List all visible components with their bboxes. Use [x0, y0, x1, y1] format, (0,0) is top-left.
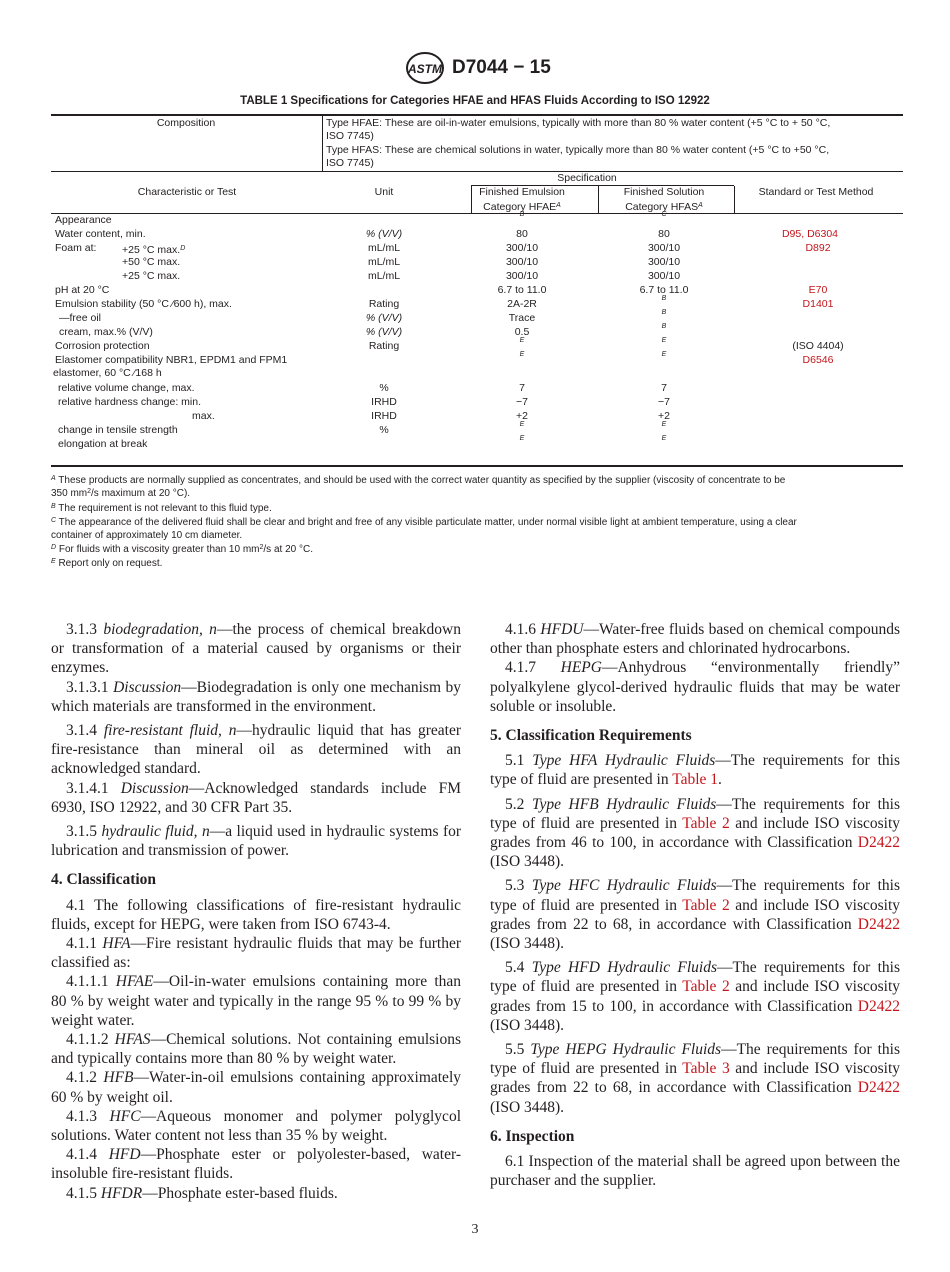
row-foam25b-hfae: 300/10 [505, 270, 539, 282]
row-tensile-hfas: E [661, 421, 667, 428]
paragraph-3-1-4-1: 3.1.4.1 Discussion—Acknowledged standards include FM 6930, ISO 12922, and 30 CFR Part 35. [51, 779, 461, 816]
row-freeoil-hfas: B [661, 309, 667, 316]
row-cream-label: cream, max.% (V/V) [59, 326, 153, 338]
row-foam50-label: +50 °C max. [122, 256, 181, 268]
table-title: TABLE 1 Specifications for Categories HFAE and HFAS Fluids According to ISO 12922 [240, 95, 710, 107]
row-cream-unit: % (V/V) [365, 326, 403, 338]
row-cream-hfas: B [661, 323, 667, 330]
row-hardness-min-hfae: −7 [516, 396, 528, 408]
row-foam50-hfas: 300/10 [647, 256, 681, 268]
table-rule-composition [51, 171, 903, 172]
right-column [490, 620, 900, 1190]
row-cream-hfae: 0.5 [514, 326, 530, 338]
row-ph-hfas: 6.7 to 11.0 [639, 284, 689, 296]
footnote-c: $^C$ The appearance of the delivered fluid shall be clear and bright and free of any visible particulate matter, under normal visible light at ambient temperature, using a clear container of approximately 10 cm diameter. [51, 517, 797, 541]
row-hardness-max-label: max. [192, 410, 215, 422]
paragraph-5-1: 5.1 Type HFA Hydraulic Fluids—The requirements for this type of fluid are presented in Table 1. [490, 752, 900, 789]
table-rule-header [51, 213, 903, 214]
header-unit: Unit [374, 186, 394, 198]
paragraph-4-1-2: 4.1.2 HFB—Water-in-oil emulsions containing approximately 60 % by weight oil. [51, 1069, 461, 1106]
composition-label: Composition [156, 117, 216, 129]
table-3-link[interactable]: Table 3 [682, 1060, 730, 1078]
row-water-label: Water content, min. [55, 228, 146, 240]
row-hardness-min-unit: IRHD [371, 396, 397, 408]
table-2-link[interactable]: Table 2 [682, 814, 730, 832]
row-elongation-hfae: E [519, 435, 525, 442]
paragraph-6-1: 6.1 Inspection of the material shall be agreed upon between the purchaser and the supplier. [490, 1153, 900, 1190]
astm-logo [405, 50, 445, 86]
row-water-method-link[interactable]: D95, D6304 [781, 228, 839, 240]
row-tensile-hfae: E [519, 421, 525, 428]
header-test-method: Standard or Test Method [758, 186, 874, 198]
row-foam25-hfae: 300/10 [505, 242, 539, 254]
table-top-rule [51, 114, 903, 116]
paragraph-5-5: 5.5 Type HEPG Hydraulic Fluids—The requirements for this type of fluid are presented in Table 3 and include ISO viscosity grades from 22 to 68, in accordance with Classification D2422 (ISO 3448). [490, 1041, 901, 1116]
header-finished-emulsion: Finished Emulsion Category HFAE$^A$ [479, 186, 565, 213]
astm-logo-icon [405, 50, 445, 86]
row-emulsion-label: Emulsion stability (50 °C ⁄600 h), max. [55, 298, 232, 310]
row-tensile-unit: % [379, 424, 389, 436]
row-ph-label: pH at 20 °C [55, 284, 110, 296]
row-water-unit: % (V/V) [365, 228, 403, 240]
page-number: 3 [471, 1222, 479, 1237]
row-elastomer-hfas: E [661, 351, 667, 358]
row-corrosion-unit: Rating [368, 340, 400, 352]
footnote-b: $^B$ The requirement is not relevant to this fluid type. [51, 503, 272, 514]
row-emulsion-method-link[interactable]: D1401 [802, 298, 834, 310]
row-water-hfae: 80 [516, 228, 528, 240]
section-4-heading: 4. Classification [51, 871, 157, 889]
composition-hfas: Type HFAS: These are chemical solutions in water, typically more than 80 % water content (+5 °C to +50 °C, ISO 7745) [326, 144, 830, 169]
row-appearance-label: Appearance [55, 214, 112, 226]
row-volume-unit: % [379, 382, 389, 394]
row-foam25b-hfas: 300/10 [647, 270, 681, 282]
row-foam-label: Foam at: [55, 242, 97, 254]
row-hardness-min-hfas: −7 [658, 396, 670, 408]
paragraph-5-3: 5.3 Type HFC Hydraulic Fluids—The requirements for this type of fluid are presented in Table 2 and include ISO viscosity grades from 22 to 68, in accordance with Classification D2422 (ISO 3448). [490, 877, 901, 953]
d2422-link[interactable]: D2422 [857, 997, 900, 1015]
row-freeoil-hfae: Trace [508, 312, 536, 324]
paragraph-4-1: 4.1 The following classifications of fire-resistant hydraulic fluids, except for HEPG, were taken from ISO 6743-4. [51, 896, 461, 933]
row-foam25-label: +25 °C max.$^D$ [122, 244, 186, 256]
paragraph-3-1-5: 3.1.5 hydraulic fluid, n—a liquid used in hydraulic systems for lubrication and transmission of power. [51, 823, 462, 860]
row-hardness-min-label: relative hardness change: min. [58, 396, 201, 408]
footnote-e: $^E$ Report only on request. [51, 558, 163, 569]
row-elongation-label: elongation at break [58, 438, 148, 450]
row-elastomer-method-link[interactable]: D6546 [802, 354, 834, 366]
row-appearance-hfae: B [519, 211, 525, 218]
row-foam25b-label: +25 °C max. [122, 270, 181, 282]
row-emulsion-unit: Rating [368, 298, 400, 310]
footnote-d: $^D$ For fluids with a viscosity greater than 10 $mm^2/s$ at 20 °C. [51, 544, 313, 555]
section-6-heading: 6. Inspection [490, 1127, 575, 1145]
designation: D7044 − 15 [452, 57, 551, 78]
paragraph-4-1-4: 4.1.4 HFD—Phosphate ester or polyolester-based, water-insoluble fire-resistant fluids. [51, 1146, 461, 1183]
row-foam25-unit: mL/mL [367, 242, 401, 254]
header-characteristic: Characteristic or Test [137, 186, 237, 198]
row-emulsion-hfae: 2A-2R [507, 298, 537, 310]
row-hardness-max-hfas: +2 [658, 410, 670, 422]
row-elastomer-hfae: E [519, 351, 525, 358]
paragraph-5-2: 5.2 Type HFB Hydraulic Fluids—The requirements for this type of fluid are presented in Table 2 and include ISO viscosity grades from 46 to 100, in accordance with Classification D2422 (ISO 3448). [490, 795, 901, 871]
d2422-link[interactable]: D2422 [857, 1079, 900, 1097]
table-vrule-spec-left [471, 186, 472, 213]
row-freeoil-unit: % (V/V) [365, 312, 403, 324]
section-5-heading: 5. Classification Requirements [490, 727, 692, 745]
svg-text:ASTM: ASTM [408, 62, 442, 76]
paragraph-4-1-3: 4.1.3 HFC—Aqueous monomer and polymer polyglycol solutions. Water content not less than 35 % by weight. [51, 1107, 461, 1145]
row-foam50-unit: mL/mL [367, 256, 401, 268]
row-foam25b-unit: mL/mL [367, 270, 401, 282]
row-water-hfas: 80 [658, 228, 670, 240]
left-column [51, 620, 461, 1203]
row-foam50-hfae: 300/10 [505, 256, 539, 268]
composition-hfae: Type HFAE: These are oil-in-water emulsions, typically with more than 80 % water content (+5 °C to + 50 °C, ISO 7745) [326, 117, 831, 142]
row-volume-label: relative volume change, max. [58, 382, 195, 394]
paragraph-3-1-4: 3.1.4 fire-resistant fluid, n—hydraulic liquid that has greater fire-resistance than mineral oil as determined with an acknowledged standard. [51, 722, 461, 778]
row-volume-hfas: 7 [661, 382, 667, 394]
table-2-link[interactable]: Table 2 [682, 978, 730, 996]
row-foam25-hfas: 300/10 [647, 242, 681, 254]
row-elastomer-label: Elastomer compatibility NBR1, EPDM1 and FPM1 elastomer, 60 °C ⁄168 h [53, 354, 288, 379]
row-hardness-max-unit: IRHD [371, 410, 397, 422]
footnote-a: $^A$ These products are normally supplied as concentrates, and should be used with the correct water quantity as specified by the supplier (viscosity of concentrate to be 350 $mm^2/s$ maximum at 20 °C). [51, 475, 786, 499]
row-freeoil-label: —free oil [59, 312, 102, 324]
table-bottom-rule [51, 465, 903, 467]
row-appearance-hfas: C [661, 211, 667, 218]
paragraph-4-1-6: 4.1.6 HFDU—Water-free fluids based on chemical compounds other than phosphate esters and chlorinated hydrocarbons. [490, 621, 901, 658]
row-corrosion-hfas: E [661, 337, 667, 344]
row-emulsion-hfas: B [661, 295, 667, 302]
row-hardness-max-hfae: +2 [516, 410, 528, 422]
row-corrosion-method: (ISO 4404) [792, 340, 844, 352]
table-2-link[interactable]: Table 2 [682, 896, 730, 914]
paragraph-4-1-1: 4.1.1 HFA—Fire resistant hydraulic fluids that may be further classified as: [51, 935, 461, 972]
table-vrule-composition [322, 115, 323, 172]
paragraph-4-1-5: 4.1.5 HFDR—Phosphate ester-based fluids. [66, 1184, 338, 1202]
row-corrosion-hfae: E [519, 337, 525, 344]
paragraph-4-1-7: 4.1.7 HEPG—Anhydrous “environmentally friendly” polyalkylene glycol-derived hydraulic fluids that may be water soluble or insoluble. [490, 659, 900, 715]
d2422-link[interactable]: D2422 [857, 915, 900, 933]
row-foam25-method-link[interactable]: D892 [805, 242, 831, 254]
row-corrosion-label: Corrosion protection [55, 340, 150, 352]
d2422-link[interactable]: D2422 [857, 834, 900, 852]
header-finished-solution: Finished Solution Category HFAS$^A$ [623, 186, 705, 213]
row-ph-method-link[interactable]: E70 [808, 284, 828, 296]
paragraph-3-1-3-1: 3.1.3.1 Discussion—Biodegradation is only one mechanism by which materials are transformed in the environment. [51, 678, 461, 715]
paragraph-4-1-1-1: 4.1.1.1 HFAE—Oil-in-water emulsions containing more than 80 % by weight water and typically in the range 95 % to 99 % by weight water. [51, 973, 462, 1029]
row-elongation-hfas: E [661, 435, 667, 442]
row-volume-hfae: 7 [519, 382, 525, 394]
paragraph-5-4: 5.4 Type HFD Hydraulic Fluids—The requirements for this type of fluid are presented in Table 2 and include ISO viscosity grades from 15 to 100, in accordance with Classification D2422 (ISO 3448). [490, 959, 901, 1034]
row-ph-hfae: 6.7 to 11.0 [497, 284, 547, 296]
paragraph-4-1-1-2: 4.1.1.2 HFAS—Chemical solutions. Not containing emulsions and typically contains more than 80 % by weight water. [51, 1031, 462, 1068]
header-specification: Specification [557, 172, 617, 184]
table-vrule-spec-right [734, 186, 735, 213]
paragraph-3-1-3: 3.1.3 biodegradation, n—the process of chemical breakdown or transformation of a material caused by organisms or their enzymes. [51, 621, 461, 677]
row-tensile-label: change in tensile strength [58, 424, 178, 436]
table-vrule-spec-mid [598, 186, 599, 213]
table-1-link[interactable]: Table 1 [672, 771, 719, 789]
